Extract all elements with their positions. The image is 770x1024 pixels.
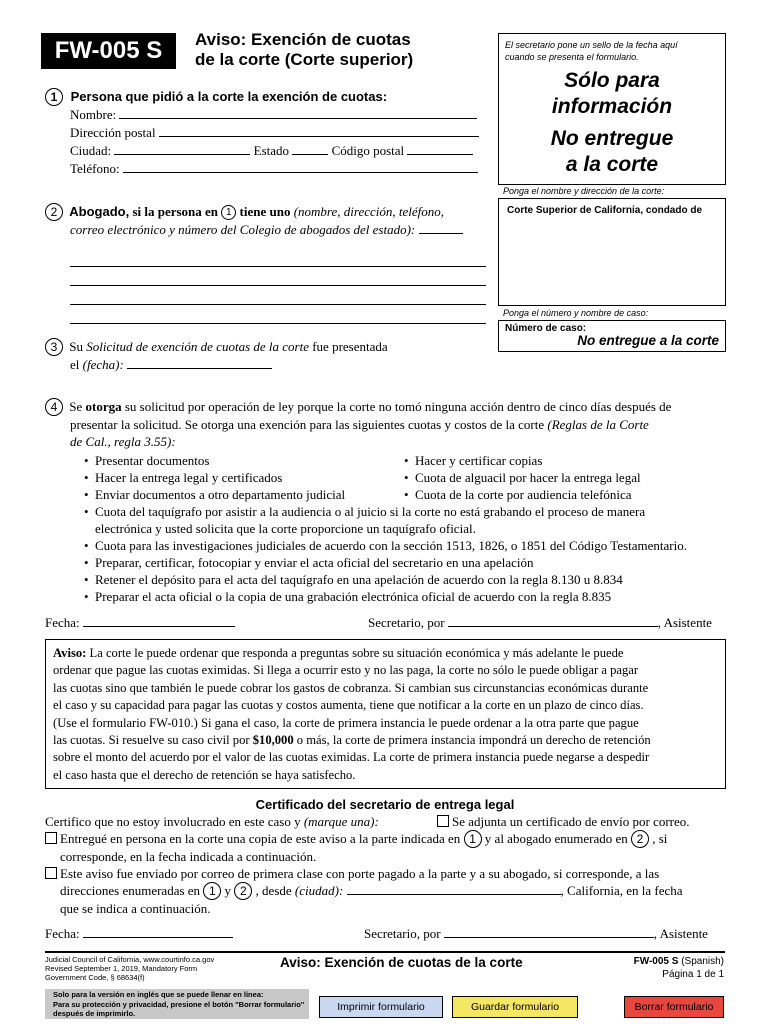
hand-delivered-text-a: Entregué en persona en la corte una copia de este aviso a la parte indicada en bbox=[60, 831, 464, 846]
online-note-box bbox=[45, 989, 309, 1019]
attorney-field-3[interactable] bbox=[70, 267, 486, 286]
attorney-field-4[interactable] bbox=[70, 286, 486, 305]
section-1 bbox=[45, 88, 387, 106]
online-note-line2: Para su protección y privacidad, presione el botón "Borrar formulario" bbox=[53, 999, 305, 1009]
fee-item-left-1: • Presentar documentos bbox=[84, 452, 345, 469]
footer-right bbox=[560, 955, 724, 981]
ref-section-2-mail: 2 bbox=[234, 882, 252, 900]
notice-amount: $10,000 bbox=[252, 733, 294, 748]
info-only-line2: información bbox=[551, 95, 673, 118]
section-4-line2a: presentar la solicitud. Se otorga una exención para las siguientes cuotas y costos de la corte bbox=[70, 417, 548, 432]
certificate-intro-italic: (marque una): bbox=[303, 814, 379, 829]
attached-certificate-checkbox[interactable] bbox=[437, 815, 449, 827]
form-title-line1: Aviso: Exención de cuotas bbox=[195, 30, 411, 49]
city-field[interactable] bbox=[114, 142, 250, 155]
info-only-text bbox=[499, 68, 725, 120]
notice-bold: Aviso: bbox=[53, 646, 87, 660]
hand-delivered-text-b: y al abogado enumerado en bbox=[481, 831, 631, 846]
mailed-city-field[interactable] bbox=[347, 882, 561, 895]
attorney-label: Abogado, bbox=[69, 204, 130, 219]
ref-section-1-mail: 1 bbox=[203, 882, 221, 900]
court-box-label: Ponga el nombre y dirección de la corte: bbox=[503, 186, 665, 196]
footer-left-line1: Judicial Council of California, www.courtinfo.ca.gov bbox=[45, 955, 215, 964]
court-name-label: Corte Superior de California, condado de bbox=[507, 205, 703, 216]
footer-left-line3: Government Code, § 68634(f) bbox=[45, 973, 145, 982]
mailed-text-c: y bbox=[221, 883, 235, 898]
info-only-line1: Sólo para bbox=[564, 69, 660, 92]
section-1-heading: Persona que pidió a la corte la exención de cuotas: bbox=[70, 89, 388, 104]
section-4-line2b: (Reglas de la Corte bbox=[547, 417, 649, 432]
section-3-text3: el bbox=[70, 357, 83, 372]
deputy-label-1: , Asistente bbox=[657, 615, 712, 630]
section-4-line3: de Cal., regla 3.55): bbox=[70, 434, 176, 449]
mailed-checkbox[interactable] bbox=[45, 867, 57, 879]
clerk-row-1 bbox=[368, 614, 712, 631]
section-number-1: 1 bbox=[45, 88, 63, 106]
notice-line-7: sobre el monto del acuerdo por el valor de las cuotas eximidas. La corte de primera instancia puede negarse a despedir bbox=[53, 750, 650, 765]
ref-section-1-cert: 1 bbox=[464, 830, 482, 848]
clear-form-button[interactable]: Borrar formulario bbox=[624, 996, 724, 1018]
notice-box bbox=[45, 639, 726, 789]
fee-list-full bbox=[84, 503, 724, 605]
fee-item-full-3: • Preparar, certificar, fotocopiar y enviar el acta oficial del secretario en una apelación bbox=[84, 554, 724, 571]
do-not-deliver-text bbox=[499, 126, 725, 178]
fee-item-full-2: • Cuota para las investigaciones judiciales de acuerdo con la sección 1513, 1826, o 1851 del Código Testamentario. bbox=[84, 537, 724, 554]
fee-item-full-4: • Retener el depósito para el acta del taquígrafo en una apelación de acuerdo con la regla 8.130 u 8.834 bbox=[84, 571, 724, 588]
section-3-text2: fue presentada bbox=[308, 339, 388, 354]
fee-item-right-1: • Hacer y certificar copias bbox=[404, 452, 641, 469]
attorney-italic1: (nombre, dirección, teléfono, bbox=[293, 204, 445, 219]
section-3-date-label: (fecha): bbox=[82, 357, 124, 372]
mailed-line3: que se indica a continuación. bbox=[60, 901, 211, 916]
section-3 bbox=[45, 338, 388, 374]
notice-line-8: el caso hasta que el derecho de retención se haya satisfecho. bbox=[53, 767, 356, 782]
hand-delivered-line2: corresponde, en la fecha indicada a continuación. bbox=[60, 849, 317, 864]
online-note-line1: Solo para la versión en inglés que se puede llenar en línea: bbox=[53, 990, 264, 999]
clerk-field-1[interactable] bbox=[448, 614, 658, 627]
section-4-bold: otorga bbox=[85, 399, 122, 414]
hand-delivered-checkbox[interactable] bbox=[45, 832, 57, 844]
form-title-line2: de la corte (Corte superior) bbox=[195, 50, 414, 69]
mailed-text-a: Este aviso fue enviado por correo de primera clase con porte pagado a la parte y a su abogado, si corresponde, a las bbox=[60, 866, 660, 881]
name-field[interactable] bbox=[119, 106, 477, 119]
ref-section-2-cert: 2 bbox=[631, 830, 649, 848]
attorney-extra-lines bbox=[70, 248, 486, 324]
clerk-stamp-box bbox=[498, 33, 726, 185]
fee-list-left bbox=[84, 452, 345, 503]
certificate-intro: Certifico que no estoy involucrado en este caso y bbox=[45, 814, 304, 829]
mailed-text-b: direcciones enumeradas en bbox=[60, 883, 204, 898]
address-field[interactable] bbox=[159, 124, 479, 137]
certificate-title: Certificado del secretario de entrega legal bbox=[255, 797, 515, 812]
footer-language: (Spanish) bbox=[678, 956, 724, 967]
section-2 bbox=[45, 203, 463, 239]
zip-field[interactable] bbox=[407, 142, 473, 155]
notice-line-4: el caso y su capacidad para pagar las cuotas y costos aumenta, tiene que notificar a la corte en un plazo de cinco días. bbox=[53, 698, 644, 713]
attorney-field-1[interactable] bbox=[419, 221, 463, 234]
online-note-line3: después de imprimirlo. bbox=[53, 1009, 136, 1018]
city-label: Ciudad: bbox=[70, 143, 112, 158]
attached-certificate-label: Se adjunta un certificado de envío por correo. bbox=[452, 814, 690, 829]
phone-field[interactable] bbox=[123, 160, 478, 173]
person-fields bbox=[70, 106, 479, 178]
form-title bbox=[195, 30, 413, 70]
mailed-text-d: , desde bbox=[252, 883, 295, 898]
footer-divider bbox=[45, 951, 725, 953]
deputy-label-2: , Asistente bbox=[653, 926, 708, 941]
date-label-1: Fecha: bbox=[45, 615, 80, 630]
clerk-row-2 bbox=[364, 925, 708, 942]
notice-line-2: ordenar que pague las cuotas eximidas. Si llega a ocurrir esto y no las paga, la corte no sólo le puede obligar a pagar bbox=[53, 663, 639, 678]
attorney-text2: tiene uno bbox=[236, 204, 294, 219]
date-field-1[interactable] bbox=[83, 614, 235, 627]
section-4-text1: Se bbox=[69, 399, 86, 414]
date-row-2 bbox=[45, 925, 233, 942]
case-number-box bbox=[498, 320, 726, 352]
footer-left bbox=[45, 955, 214, 982]
do-not-deliver-line1: No entregue bbox=[550, 127, 674, 150]
attorney-italic2: correo electrónico y número del Colegio de abogados del estado): bbox=[70, 222, 416, 237]
notice-line-3: las cuotas sino que también le puede cobrar los gastos de cobranza. Si cambian sus circunstancias económicas durante bbox=[53, 680, 649, 695]
clerk-stamp-note bbox=[499, 34, 725, 63]
court-name-box bbox=[498, 198, 726, 306]
clerk-label-1: Secretario, por bbox=[368, 615, 445, 630]
save-form-button[interactable]: Guardar formulario bbox=[452, 996, 578, 1018]
clerk-label-2: Secretario, por bbox=[364, 926, 441, 941]
section-3-text1: Su bbox=[69, 339, 87, 354]
notice-line-1: La corte le puede ordenar que responda a preguntas sobre su situación económica y más adelante le puede bbox=[86, 646, 624, 660]
state-label: Estado bbox=[253, 143, 290, 158]
attorney-text1: si la persona en bbox=[129, 204, 222, 219]
attorney-field-5[interactable] bbox=[70, 305, 486, 324]
fee-item-full-1: • Cuota del taquígrafo por asistir a la audiencia o al juicio si la corte no está grabando el proceso de manera electrónica y usted solicita que la corte proporcione un taquígrafo oficial. bbox=[84, 503, 724, 537]
footer-form-number: FW-005 S bbox=[633, 956, 679, 967]
footer-left-line2: Revised September 1, 2019, Mandatory Form bbox=[45, 964, 198, 973]
fee-list bbox=[84, 452, 724, 605]
fee-item-left-3: • Enviar documentos a otro departamento judicial bbox=[84, 486, 345, 503]
ref-section-1: 1 bbox=[221, 205, 236, 220]
section-4 bbox=[45, 398, 671, 450]
clerk-note-line2: cuando se presenta el formulario. bbox=[505, 52, 639, 62]
date-label-2: Fecha: bbox=[45, 926, 80, 941]
print-form-button[interactable]: Imprimir formulario bbox=[319, 996, 443, 1018]
case-box-label: Ponga el número y nombre de caso: bbox=[503, 308, 649, 318]
fee-item-right-3: • Cuota de la corte por audiencia telefónica bbox=[404, 486, 641, 503]
address-label: Dirección postal bbox=[70, 125, 156, 140]
mailed-city-label: (ciudad): bbox=[294, 883, 344, 898]
clerk-field-2[interactable] bbox=[444, 925, 654, 938]
section-4-text2: su solicitud por operación de ley porque la corte no tomó ninguna acción dentro de cinco días después de bbox=[121, 399, 672, 414]
notice-line-5: (Use el formulario FW-010.) Si gana el caso, la corte de primera instancia le puede ordenar a la otra parte que pague bbox=[53, 715, 639, 730]
section-number-3: 3 bbox=[45, 338, 63, 356]
name-label: Nombre: bbox=[70, 107, 117, 122]
section-3-italic: Solicitud de exención de cuotas de la corte bbox=[86, 339, 309, 354]
case-number-label: Número de caso: bbox=[505, 323, 587, 334]
section-number-2: 2 bbox=[45, 203, 63, 221]
mailed-text-e: , California, en la fecha bbox=[560, 883, 683, 898]
do-not-deliver-line2: a la corte bbox=[565, 153, 659, 176]
footer-title: Aviso: Exención de cuotas de la corte bbox=[280, 955, 523, 970]
clerk-note-line1: El secretario pone un sello de la fecha aquí bbox=[505, 40, 678, 50]
filed-date-field[interactable] bbox=[127, 356, 272, 369]
fee-list-right bbox=[404, 452, 641, 503]
notice-line-6a: las cuotas. Si resuelve su caso civil por bbox=[53, 733, 253, 748]
phone-label: Teléfono: bbox=[70, 161, 120, 176]
attorney-field-2[interactable] bbox=[70, 248, 486, 267]
date-row-1 bbox=[45, 614, 235, 631]
fee-item-full-5: • Preparar el acta oficial o la copia de una grabación electrónica oficial de acuerdo con la regla 8.835 bbox=[84, 588, 724, 605]
state-field[interactable] bbox=[292, 142, 328, 155]
hand-delivered-text-c: , si bbox=[649, 831, 668, 846]
certificate-body bbox=[45, 813, 725, 917]
date-field-2[interactable] bbox=[83, 925, 233, 938]
section-number-4: 4 bbox=[45, 398, 63, 416]
form-number-badge: FW-005 S bbox=[41, 33, 176, 69]
fee-item-left-2: • Hacer la entrega legal y certificados bbox=[84, 469, 345, 486]
zip-label: Código postal bbox=[331, 143, 405, 158]
footer-page-number: Página 1 de 1 bbox=[662, 969, 724, 980]
notice-line-6b: o más, la corte de primera instancia impondrá un derecho de retención bbox=[293, 733, 651, 748]
case-number-value: No entregue a la corte bbox=[577, 333, 719, 348]
fee-item-right-2: • Cuota de alguacil por hacer la entrega legal bbox=[404, 469, 641, 486]
